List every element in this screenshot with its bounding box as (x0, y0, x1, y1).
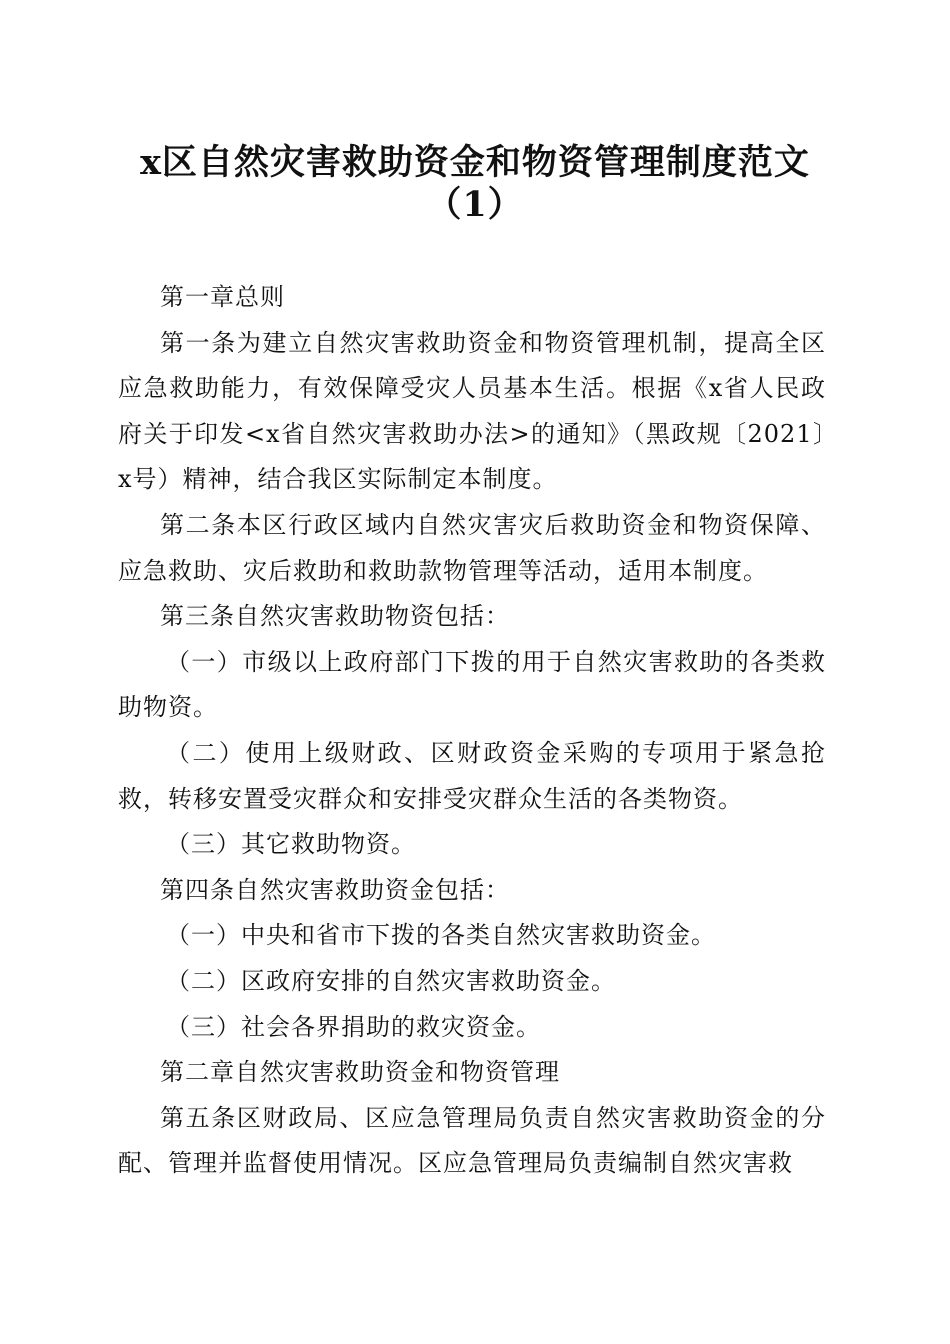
document-title-line-1: x区自然灾害救助资金和物资管理制度范文 (140, 142, 810, 183)
paragraph: 第二条本区行政区域内自然灾害灾后救助资金和物资保障、应急救助、灾后救助和救助款物管理等活动，适用本制度。 (118, 510, 826, 585)
list-item: （三）社会各界捐助的救灾资金。 (166, 1012, 541, 1041)
list-item: （一）中央和省市下拨的各类自然灾害救助资金。 (166, 921, 716, 950)
paragraph: 第四条自然灾害救助资金包括： (160, 875, 510, 904)
list-item: （一）市级以上政府部门下拨的用于自然灾害救助的各类救助物资。 (118, 647, 826, 722)
chapter-heading: 第二章自然灾害救助资金和物资管理 (160, 1058, 560, 1087)
document-title-line-2: （1） (426, 184, 524, 225)
paragraph: 第三条自然灾害救助物资包括： (160, 602, 510, 631)
paragraph: 第五条区财政局、区应急管理局负责自然灾害救助资金的分配、管理并监督使用情况。区应急管理局负责编制自然灾害救 (118, 1103, 826, 1178)
list-item: （二）区政府安排的自然灾害救助资金。 (166, 966, 616, 995)
list-item: （三）其它救助物资。 (166, 830, 416, 859)
document-body (118, 275, 826, 1187)
list-item: （二）使用上级财政、区财政资金采购的专项用于紧急抢救，转移安置受灾群众和安排受灾群众生活的各类物资。 (118, 738, 826, 813)
chapter-heading: 第一章总则 (160, 283, 285, 311)
paragraph: 第一条为建立自然灾害救助资金和物资管理机制，提高全区应急救助能力，有效保障受灾人员基本生活。根据《x省人民政府关于印发<x省自然灾害救助办法>的通知》（黑政规〔2021〕x号）精神，结合我区实际制定本制度。 (118, 328, 826, 494)
